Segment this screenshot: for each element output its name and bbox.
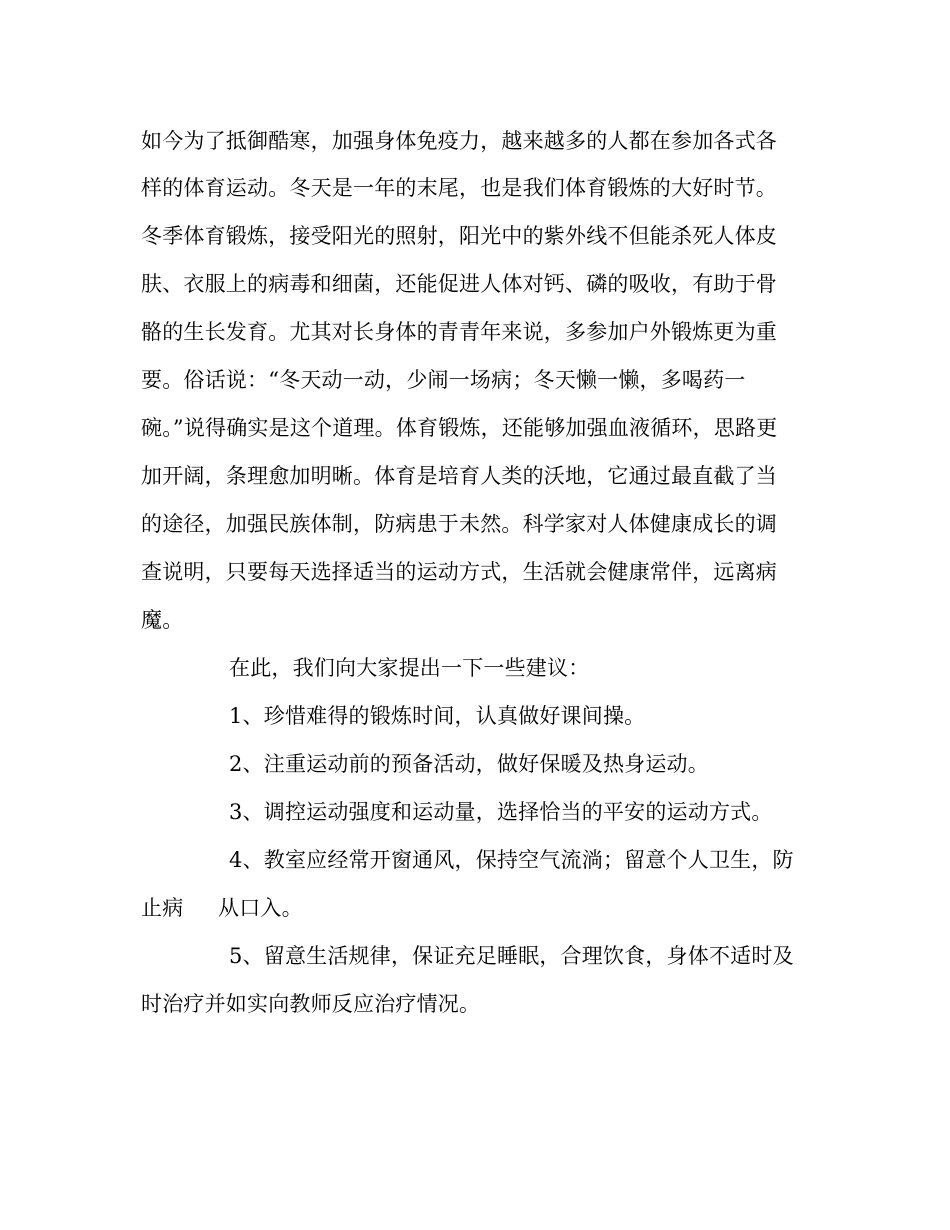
- suggestion-1: 1、珍惜难得的锻炼时间，认真做好课间操。: [229, 704, 646, 728]
- paragraph-line: 的途径，加强民族体制，防病患于未然。科学家对人体健康成长的调: [141, 512, 777, 536]
- paragraph-line: 如今为了抵御酷寒，加强身体免疫力，越来越多的人都在参加各式各: [141, 129, 777, 153]
- suggestion-5-line-1: 5、留意生活规律，保证充足睡眠，合理饮食，身体不适时及: [229, 944, 794, 968]
- suggestion-4-line-2-start: 止病: [141, 896, 184, 920]
- paragraph-line: 冬季体育锻炼，接受阳光的照射，阳光中的紫外线不但能杀死人体皮: [141, 224, 777, 248]
- suggestion-2: 2、注重运动前的预备活动，做好保暖及热身运动。: [229, 752, 709, 776]
- suggestion-4-line-2-end: 从口入。: [218, 896, 303, 920]
- paragraph-line: 加开阔，条理愈加明晰。体育是培育人类的沃地，它通过最直截了当: [141, 464, 777, 488]
- paragraph-line: 碗。”说得确实是这个道理。体育锻炼，还能够加强血液循环，思路更: [141, 416, 778, 440]
- suggestion-5-line-2: 时治疗并如实向教师反应治疗情况。: [141, 992, 481, 1016]
- suggestions-intro: 在此，我们向大家提出一下一些建议：: [229, 656, 590, 680]
- paragraph-line: 骼的生长发育。尤其对长身体的青青年来说，多参加户外锻炼更为重: [141, 320, 777, 344]
- paragraph-line: 魔。: [141, 608, 184, 632]
- paragraph-line: 要。俗话说：“冬天动一动，少闹一场病；冬天懒一懒，多喝药一: [141, 368, 746, 392]
- suggestion-4-line-1: 4、教室应经常开窗通风，保持空气流淌；留意个人卫生，防: [229, 848, 794, 872]
- suggestion-3: 3、调控运动强度和运动量，选择恰当的平安的运动方式。: [229, 800, 773, 824]
- paragraph-line: 样的体育运动。冬天是一年的末尾，也是我们体育锻炼的大好时节。: [141, 176, 777, 200]
- paragraph-line: 查说明，只要每天选择适当的运动方式，生活就会健康常伴，远离病: [141, 560, 777, 584]
- paragraph-line: 肤、衣服上的病毒和细菌，还能促进人体对钙、磷的吸收，有助于骨: [141, 272, 777, 296]
